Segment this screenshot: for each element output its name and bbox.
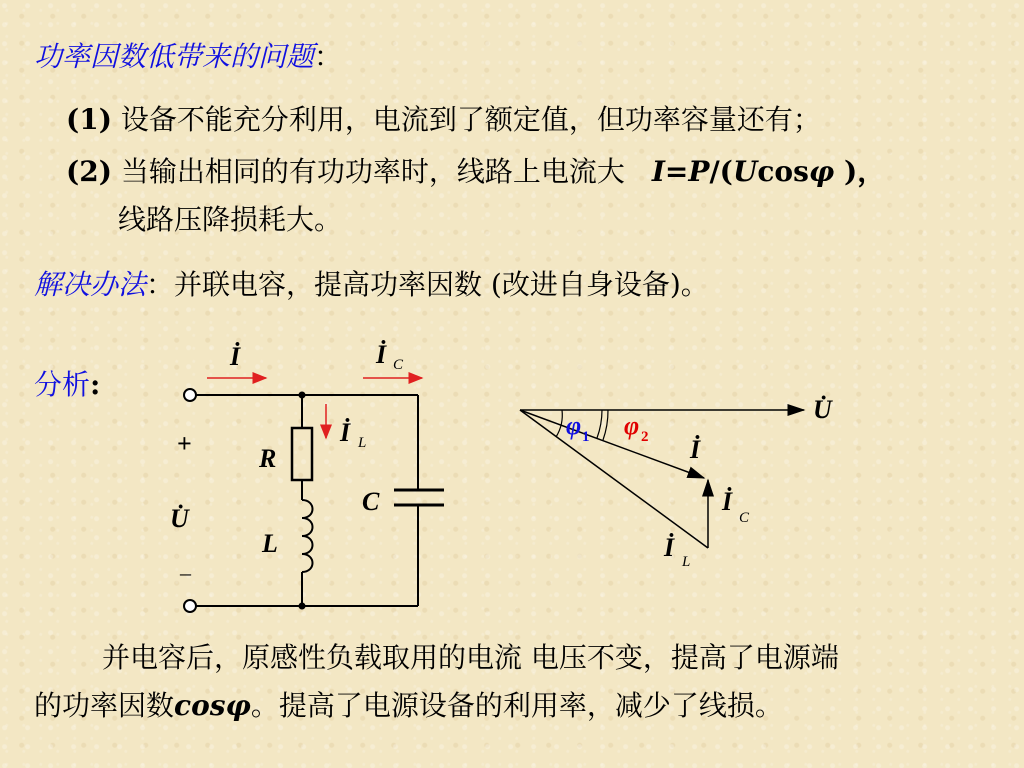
label-IL: İ <box>340 418 351 447</box>
point-2-text: 当输出相同的有功功率时，线路上电流大 <box>120 155 625 188</box>
problem-heading-label: 功率因数低带来的问题 <box>34 40 315 73</box>
label-I: İ <box>230 342 241 371</box>
terminal-bottom <box>184 600 196 612</box>
conclusion-cos-phi: cosφ <box>174 689 251 722</box>
point-1-text: 设备不能充分利用，电流到了额定值，但功率容量还有； <box>120 103 821 136</box>
phasor-label-U: U̇ <box>813 395 832 424</box>
angle-arc-phi2-outer <box>597 410 602 438</box>
label-phi1-sub: 1 <box>582 429 590 445</box>
conclusion-line-2a: 的功率因数 <box>34 689 175 722</box>
label-R: R <box>259 444 277 473</box>
formula-open: /( <box>709 155 733 188</box>
circuit <box>184 389 444 612</box>
formula-P: P <box>688 155 710 188</box>
point-2-number: (2) <box>66 155 112 188</box>
label-C: C <box>362 487 380 516</box>
conclusion-line-1: 并电容后，原感性负载取用的电流 电压不变，提高了电源端 <box>102 641 839 674</box>
formula-eq: = <box>664 155 689 188</box>
problem-heading-colon: ： <box>314 40 343 73</box>
label-phi2-sub: 2 <box>641 429 649 445</box>
solution-heading-label: 解决办法 <box>34 268 147 301</box>
conclusion-line-2c: 。提高了电源设备的利用率，减少了线损。 <box>250 689 783 722</box>
phasor-label-IL: İ <box>664 533 675 562</box>
label-plus: + <box>177 429 192 458</box>
phasor-label-IL-sub: L <box>682 554 691 570</box>
label-IC: İ <box>376 340 387 369</box>
junction-top <box>299 392 306 399</box>
point-1-number: (1) <box>66 103 112 136</box>
label-minus: – <box>180 560 191 585</box>
phasor-IL <box>520 410 708 548</box>
analysis-heading-colon: : <box>90 368 101 401</box>
label-phi2: φ <box>624 411 640 440</box>
analysis-heading-label: 分析 <box>34 368 91 401</box>
inductor-symbol <box>302 500 313 572</box>
phasor-label-I: İ <box>690 435 701 464</box>
label-U: U̇ <box>170 504 189 533</box>
terminal-top <box>184 389 196 401</box>
angle-arc-phi2-inner <box>603 410 608 440</box>
junction-bottom <box>299 603 306 610</box>
formula-U: U <box>732 155 758 188</box>
formula-phi: φ <box>808 155 835 188</box>
label-L: L <box>262 529 278 558</box>
label-IL-sub: L <box>358 435 367 451</box>
solution-text: ：并联电容，提高功率因数 (改进自身设备)。 <box>146 268 709 301</box>
phasor-label-IC: İ <box>722 487 733 516</box>
resistor-symbol <box>292 428 312 480</box>
phasor-label-IC-sub: C <box>739 510 750 526</box>
conclusion-line-2 <box>34 689 783 723</box>
formula-cos: cos <box>757 155 809 188</box>
point-2-line-2: 线路压降损耗大。 <box>118 203 343 236</box>
formula-I: I <box>651 155 665 188</box>
label-phi1: φ <box>566 411 582 440</box>
label-IC-sub: C <box>393 357 404 373</box>
phasor-diagram <box>520 410 804 548</box>
formula-close: )， <box>834 155 886 188</box>
phasor-I <box>520 410 704 478</box>
